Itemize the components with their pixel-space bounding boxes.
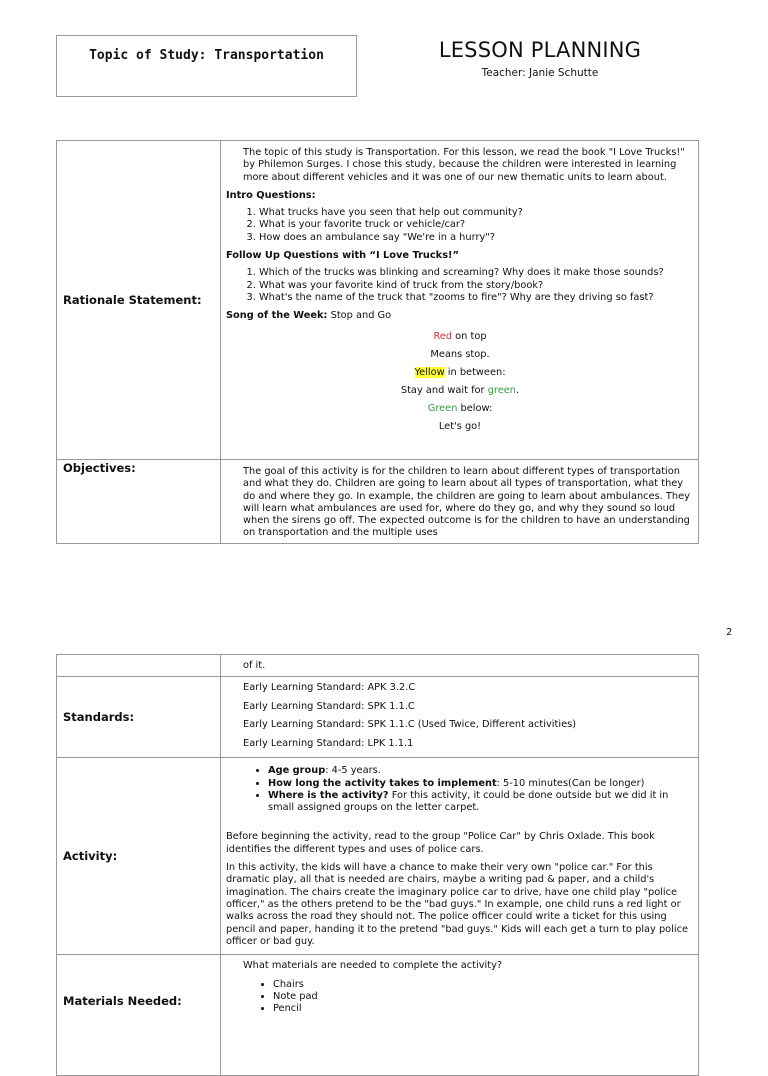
standard-item: Early Learning Standard: LPK 1.1.1	[243, 737, 414, 749]
activity-content	[221, 758, 699, 955]
list-item: 3. What's the name of the truck that "zooms to fire"? Why are they driving so fast?	[259, 292, 694, 304]
standard-item: Early Learning Standard: SPK 1.1.C (Used Twice, Different activities)	[243, 719, 577, 731]
intro-questions-list	[226, 207, 694, 244]
list-item: • Note pad	[273, 991, 694, 1003]
objectives-row	[57, 460, 699, 544]
activity-row	[57, 758, 699, 955]
activity-paragraph-1: Before beginning the activity, read to the group "Police Car" by Chris Oxlade. This book identifies the different types and uses of police cars.	[226, 831, 655, 855]
list-item	[268, 790, 694, 815]
teacher-name: Teacher: Janie Schutte	[481, 67, 599, 79]
materials-question: What materials are needed to complete the activity?	[243, 960, 503, 972]
activity-label: Activity:	[57, 758, 221, 955]
rationale-intro: The topic of this study is Transportation. For this lesson, we read the book "I Love Trucks!" by Philemon Surges. I chose this study, because the children were interested in learning more about different vehicles and it was one of our new thematic units to learn about.	[243, 147, 685, 183]
standard-item: Early Learning Standard: SPK 1.1.C	[243, 700, 415, 712]
materials-list	[226, 979, 694, 1016]
list-item	[268, 778, 694, 790]
objectives-label: Objectives:	[57, 460, 221, 544]
list-item: 2. What is your favorite truck or vehicle/car?	[259, 219, 694, 231]
song-of-week	[226, 310, 694, 322]
page-number: 2	[726, 627, 733, 638]
song-text: below:	[457, 402, 493, 414]
rationale-content	[221, 141, 699, 460]
followup-questions-heading: Follow Up Questions with “I Love Trucks!”	[226, 250, 459, 262]
standards-row	[57, 677, 699, 758]
list-item: 1. What trucks have you seen that help out community?	[259, 207, 694, 219]
activity-paragraph-2: In this activity, the kids will have a chance to make their very own "police car." For this dramatic play, all that is needed are chairs, maybe a writing pad & paper, and a child's imagination. The chairs create the imaginary police car to drive, have one child play "police officer," as the others pretend to be the "bad guys." In example, one child runs a red light or walks across the road they should not. The police officer could write a ticket for this using pencil and paper, handing it to the pretend "bad guys." Kids will each get a turn to play police officer or bad guy.	[226, 862, 689, 947]
objectives-continued	[221, 655, 699, 677]
bullet-bold: Age group	[268, 765, 326, 777]
song-green-word: green	[487, 384, 516, 396]
materials-content	[221, 955, 699, 1076]
song-line-5	[226, 400, 694, 418]
materials-row	[57, 955, 699, 1076]
song-text: Stay and wait for	[400, 384, 488, 396]
song-text: on top	[452, 330, 487, 342]
song-text: in between:	[444, 366, 506, 378]
objectives-content	[221, 460, 699, 544]
bullet-text: For this activity, it could be done outside but we did it in small assigned groups on the letter carpet.	[268, 789, 669, 814]
standard-item: Early Learning Standard: APK 3.2.C	[243, 682, 416, 694]
rationale-label: Rationale Statement:	[57, 141, 221, 460]
song-label: Song of the Week:	[226, 310, 328, 322]
bullet-text: : 4-5 years.	[325, 765, 381, 777]
song-title: Stop and Go	[330, 310, 392, 322]
bullet-bold: Where is the activity?	[268, 789, 389, 801]
song-line-1	[226, 328, 694, 346]
objectives-continued-text: of it.	[243, 660, 266, 671]
objectives-clip	[226, 466, 694, 539]
list-item: • Pencil	[273, 1003, 694, 1015]
objectives-text: The goal of this activity is for the children to learn about different types of transportation and what they do. Children are going to learn about all types of transportation, what they do and where they go. In example, the children are going to learn about ambulances. They will learn what ambulances are used for, where do they go, and why they sound so loud when the sirens go off. The expected outcome is for the children to have an understanding on transportation and the multiple uses	[243, 466, 690, 539]
list-item: 1. Which of the trucks was blinking and screaming? Why does it make those sounds?	[259, 267, 694, 279]
empty-label-cell	[57, 655, 221, 677]
song-line-2: Means stop.	[430, 348, 490, 360]
activity-bullets	[226, 765, 694, 814]
intro-questions-heading: Intro Questions:	[226, 189, 316, 201]
followup-questions-list	[226, 267, 694, 304]
lesson-table-page-2	[56, 654, 699, 1076]
standards-label: Standards:	[57, 677, 221, 758]
song-text: .	[515, 384, 520, 396]
song-green-word: Green	[427, 402, 458, 414]
song-line-4	[226, 382, 694, 400]
objectives-continued-row	[57, 655, 699, 677]
song-red-word: Red	[433, 330, 453, 342]
standards-content	[221, 677, 699, 758]
list-item	[268, 765, 694, 777]
bullet-text: : 5-10 minutes(Can be longer)	[496, 777, 645, 789]
list-item: 2. What was your favorite kind of truck from the story/book?	[259, 280, 694, 292]
song-line-6: Let's go!	[438, 420, 482, 432]
list-item: • Chairs	[273, 979, 694, 991]
rationale-row	[57, 141, 699, 460]
lesson-planning-title: LESSON PLANNING	[438, 38, 642, 62]
list-item: 3. How does an ambulance say "We're in a hurry"?	[259, 232, 694, 244]
bullet-bold: How long the activity takes to implement	[268, 777, 497, 789]
lesson-table-page-1	[56, 140, 699, 544]
song-yellow-word: Yellow	[414, 366, 445, 378]
song-line-3	[226, 364, 694, 382]
topic-of-study-box	[56, 35, 357, 97]
topic-of-study: Topic of Study: Transportation	[89, 47, 324, 63]
materials-label: Materials Needed:	[57, 955, 221, 1076]
